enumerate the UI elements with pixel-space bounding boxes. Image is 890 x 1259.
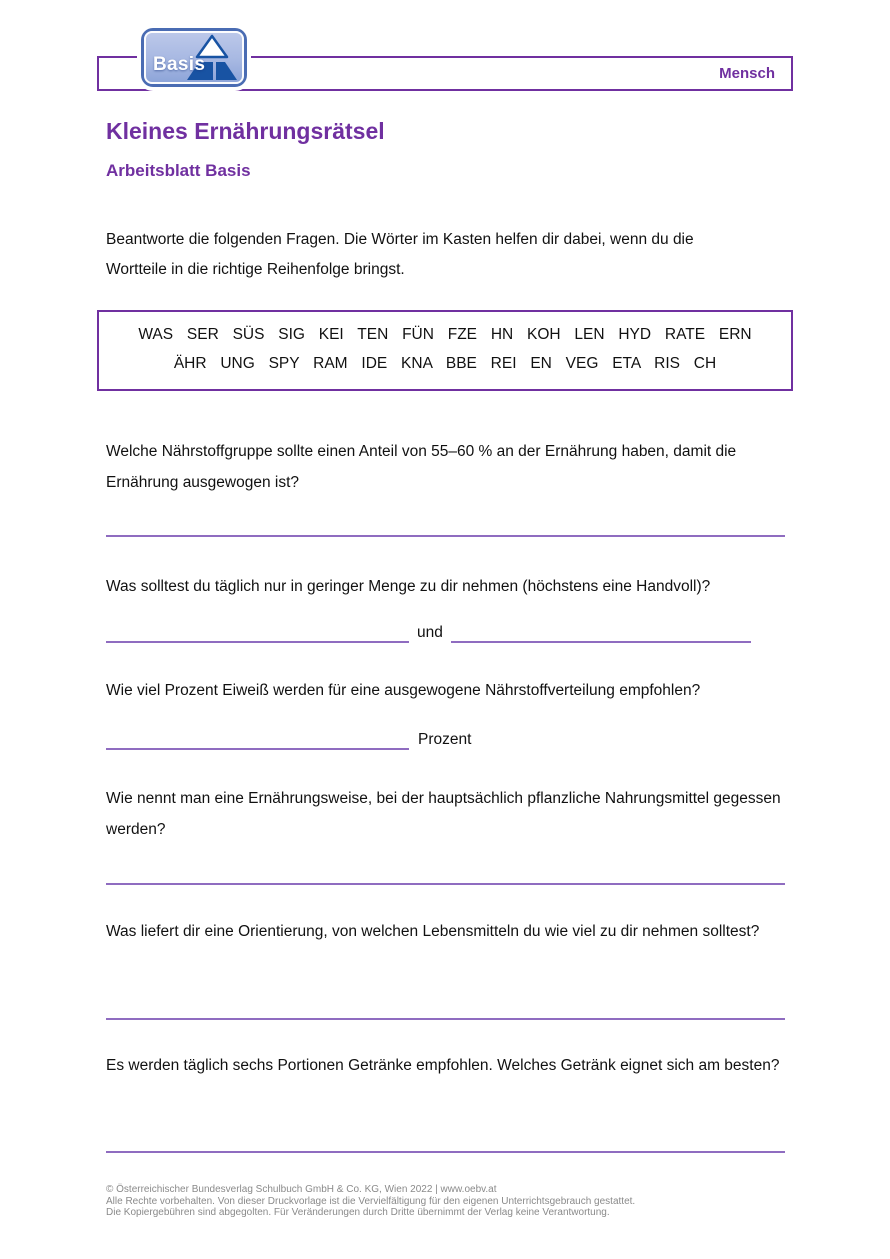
word-row-1: WAS SER SÜS SIG KEI TEN FÜN FZE HN KOH LEN HYD RATE ERN bbox=[138, 326, 752, 343]
subject-label: Mensch bbox=[719, 65, 775, 82]
footer-line-3: Die Kopiergebühren sind abgegolten. Für Veränderungen durch Dritte übernimmt der Verlag keine Verantwortung. bbox=[106, 1207, 610, 1218]
answer-line bbox=[106, 1018, 785, 1020]
footer-line-2: Alle Rechte vorbehalten. Von dieser Druckvorlage ist die Vervielfältigung für den eigenen Unterrichtsgebrauch gestattet. bbox=[106, 1195, 636, 1207]
answer-line bbox=[106, 535, 785, 537]
answer-line bbox=[106, 1151, 785, 1153]
logo-text: Basis bbox=[153, 54, 206, 75]
question-4-text: Wie nennt man eine Ernährungsweise, bei der hauptsächlich pflanzliche Nahrungsmittel gegessen werden? bbox=[106, 790, 781, 838]
word-row-2: ÄHR UNG SPY RAM IDE KNA BBE REI EN VEG ETA RIS CH bbox=[173, 354, 717, 372]
question-6-text: Es werden täglich sechs Portionen Getränke empfohlen. Welches Getränk eignet sich am besten? bbox=[106, 1057, 780, 1074]
answer-line-pair bbox=[106, 623, 751, 643]
footer-line-1: © Österreichischer Bundesverlag Schulbuch GmbH & Co. KG, Wien 2022 | www.oebv.at bbox=[106, 1184, 497, 1195]
question-1-text: Welche Nährstoffgruppe sollte einen Anteil von 55–60 % an der Ernährung haben, damit die Ernährung ausgewogen ist? bbox=[106, 443, 737, 491]
connector-word: und bbox=[417, 624, 443, 641]
answer-line bbox=[106, 732, 409, 750]
page-subtitle: Arbeitsblatt Basis bbox=[106, 161, 251, 180]
answer-line bbox=[451, 625, 751, 643]
intro-text: Beantworte die folgenden Fragen. Die Wörter im Kasten helfen dir dabei, wenn du die Wortteile in die richtige Reihenfolge bringst. bbox=[106, 231, 694, 278]
question-3-text: Wie viel Prozent Eiweiß werden für eine ausgewogene Nährstoffverteilung empfohlen? bbox=[106, 682, 701, 699]
copyright-footer bbox=[106, 1184, 806, 1219]
answer-line-with-suffix bbox=[106, 730, 471, 750]
word-fragment-box bbox=[97, 310, 793, 391]
question-2-text: Was solltest du täglich nur in geringer Menge zu dir nehmen (höchstens eine Handvoll)? bbox=[106, 578, 711, 595]
suffix-word: Prozent bbox=[418, 731, 472, 748]
page-title: Kleines Ernährungsrätsel bbox=[106, 118, 385, 144]
answer-line bbox=[106, 625, 409, 643]
basis-logo bbox=[141, 28, 247, 87]
answer-line bbox=[106, 883, 785, 885]
question-5-text: Was liefert dir eine Orientierung, von welchen Lebensmitteln du wie viel zu dir nehmen solltest? bbox=[106, 923, 760, 940]
